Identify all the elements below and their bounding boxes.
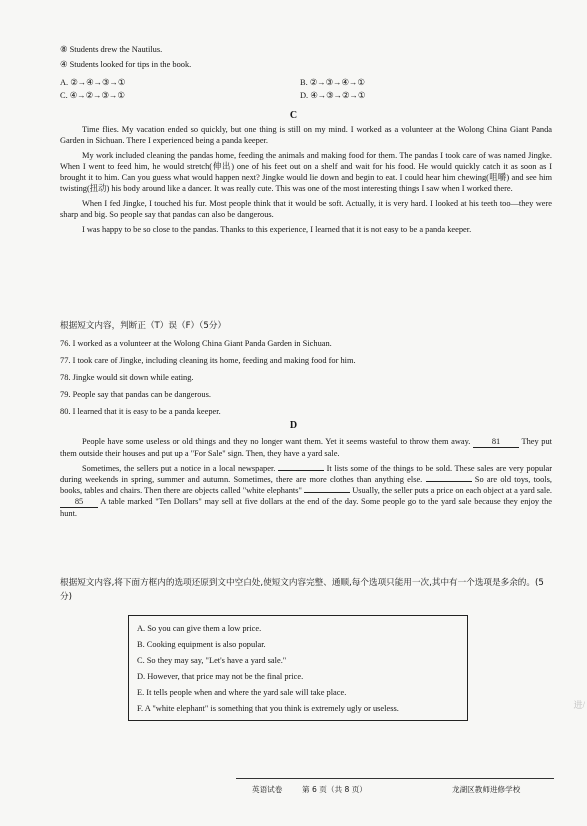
question-76: 76. I worked as a volunteer at the Wolong China Giant Panda Garden in Sichuan. [60,339,332,348]
option-c: C. So they may say, "Let's have a yard sale." [137,656,287,665]
text-run: A table marked "Ten Dollars" may sell at five dollars at the end of the day. Some people go to the yard sale because they enjoy the hunt. [60,497,552,518]
question-80: 80. I learned that it is easy to be a panda keeper. [60,407,221,416]
footer-school: 龙湖区教师进修学校 [452,785,521,794]
question-77: 77. I took care of Jingke, including cleaning its home, feeding and making food for him. [60,356,356,365]
section-d-instruction: 根据短文内容,将下面方框内的选项还原到文中空白处,使短文内容完整、通顺,每个选项只能用一次,其中有一个选项是多余的。(5分) [60,578,544,602]
paragraph: Time flies. My vacation ended so quickly, but one thing is still on my mind. I worked as a volunteer at the Wolong China Giant Panda Garden in Sichuan. There I experienced being a panda keeper. [60,125,552,145]
text-run: They put them outside their houses and put up a "For Sale" sign. Then, they have a yard sale. [60,437,552,458]
section-c-passage [60,124,552,235]
option-d: D. However, that price may not be the final price. [137,672,304,681]
choice-a: A. ②→④→③→① [60,78,126,87]
order-item: ④ Students looked for tips in the book. [60,60,192,69]
section-d-passage [60,436,552,519]
section-c-questions [60,321,552,423]
order-item: ⑧ Students drew the Nautilus. [60,45,163,54]
question-79: 79. People say that pandas can be dangerous. [60,390,211,399]
text-run: People have some useless or old things and they no longer want them. Yet it seems wasteful to throw them away. [82,437,471,446]
corner-mark: 进/ [573,700,585,710]
paragraph: My work included cleaning the pandas home, feeding the animals and making food for them. The pandas I took care of was named Jingke. When I went to feed him, he would stretch(伸出) one of his feet out on a shelf and wait for his food. He would quickly catch it as soon as I brought it to him. Can you guess what would happen next? Jingke would lie down and begin to eat. I could hear him chewing(咀嚼) and see him twisting(扭动) his body around like a dancer. It was really cute. This was one of the most interesting things I saw when I worked there. [60,151,552,193]
choice-c: C. ④→②→③→① [60,91,125,100]
section-c-instruction: 根据短文内容，判断正（T）误（F）（5分） [60,321,227,331]
question-78: 78. Jingke would sit down while eating. [60,373,194,382]
option-b: B. Cooking equipment is also popular. [137,640,266,649]
section-c-heading: C [289,110,298,121]
text-run: So are old toys, tools, books, tables and chairs. Then there are objects called "white elephants" [60,475,552,495]
paragraph [60,436,552,459]
option-e: E. It tells people when and where the yard sale will take place. [137,688,347,697]
footer-subject: 英语试卷 [252,785,283,794]
choice-d: D. ④→③→②→① [300,91,366,100]
order-items [60,44,552,74]
option-a: A. So you can give them a low price. [137,624,262,633]
options-box [128,615,468,721]
text-run: It lists some of the things to be sold. These sales are very popular during weekends in spring, summer and autumn. Sometimes, there are more clothes than anything else. [60,464,553,484]
footer-page: 第 6 页（共 8 页） [302,785,367,794]
blank-81[interactable]: 81 [473,436,519,448]
answer-choices [60,77,540,103]
text-run: Sometimes, the sellers put a notice in a local newspaper. [82,464,276,473]
text-run: Usually, the seller puts a price on each object at a yard sale. [352,486,553,495]
blank-84[interactable] [304,492,350,493]
footer-divider [236,778,554,779]
paragraph: I was happy to be so close to the pandas. Thanks to this experience, I learned that it is not easy to be a panda keeper. [82,225,472,234]
blank-85[interactable]: 85 [60,496,98,508]
blank-83[interactable] [426,481,472,482]
paragraph [60,463,552,519]
choice-b: B. ②→③→④→① [300,78,365,87]
option-f: F. A "white elephant" is something that you think is extremely ugly or useless. [137,704,399,713]
paragraph: When I fed Jingke, I touched his fur. Most people think that it would be soft. Actually, it is very hard. I looked at his teeth too—they were sharp and big. So people say that pandas can also be dangerous. [60,199,552,219]
section-d-heading: D [289,420,298,431]
blank-82[interactable] [278,470,324,471]
